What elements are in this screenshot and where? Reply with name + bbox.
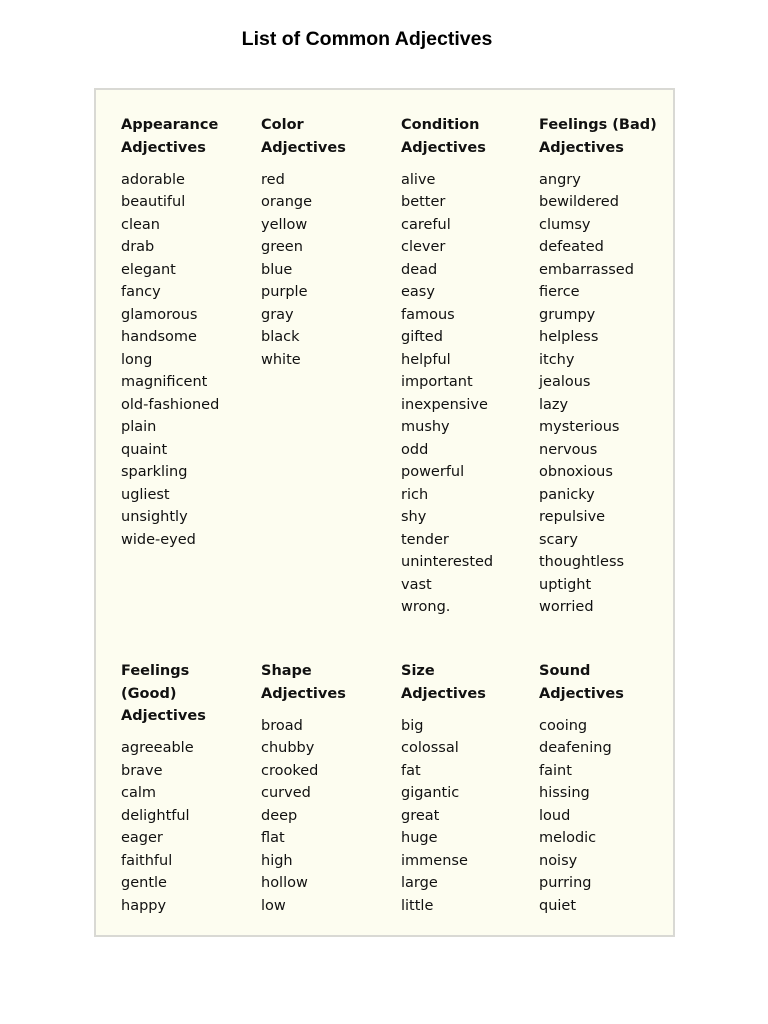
adjective-item: clean [121,216,160,233]
adjective-item: beautiful [121,194,186,210]
adjective-item: eager [121,830,163,846]
adjective-item: orange [261,194,313,210]
adjective-item: lazy [539,396,569,413]
adjective-item: melodic [539,830,597,846]
appearance-column [121,114,219,551]
adjective-item: black [261,329,300,345]
adjective-item: happy [121,897,167,914]
color-column [261,114,346,371]
adjective-item: big [401,717,424,734]
adjective-item: nervous [539,441,598,458]
adjective-item: little [401,897,434,914]
adjective-item: important [401,374,473,390]
adjective-item: red [261,171,285,188]
word-list [121,169,219,552]
adjective-item: mysterious [539,419,620,435]
adjective-item: plain [121,419,157,435]
adjective-item: purple [261,284,308,300]
adjective-item: calm [121,785,157,801]
word-list [401,169,493,619]
word-list [121,737,206,917]
adjective-item: high [261,852,293,869]
adjective-item: huge [401,830,438,846]
adjective-item: uninterested [401,554,494,570]
adjective-item: blue [261,261,293,278]
adjective-item: worried [539,599,594,615]
adjective-item: quiet [539,897,577,914]
adjective-item: easy [401,284,435,300]
word-list [261,169,346,372]
page-title: List of Common Adjectives [241,28,493,50]
adjective-item: ugliest [121,486,170,503]
adjective-item: delightful [121,807,190,824]
adjective-item: yellow [261,216,308,233]
adjective-item: angry [539,171,581,188]
adjective-item: flat [261,830,285,846]
adjective-item: jealous [539,374,591,390]
adjectives-box [94,88,675,937]
column-heading: Size Adjectives [401,663,486,702]
adjective-item: loud [539,807,571,824]
adjective-item: shy [401,509,427,525]
adjective-item: gray [261,306,294,323]
adjective-item: embarrassed [539,261,634,278]
adjective-item: broad [261,717,303,734]
adjective-item: long [121,351,153,368]
adjective-item: deafening [539,740,612,756]
adjective-item: glamorous [121,306,198,323]
column-heading: Sound Adjectives [539,663,624,702]
feelings-bad-column [539,114,657,619]
adjective-item: vast [401,576,432,593]
adjective-item: brave [121,762,163,779]
adjective-item: gentle [121,875,167,891]
adjective-item: fat [401,762,421,779]
column-heading: Feelings (Bad) Adjectives [539,117,657,156]
adjective-item: odd [401,441,429,458]
adjective-item: careful [401,216,451,233]
adjective-item: wide-eyed [121,531,196,548]
adjective-item: thoughtless [539,554,625,570]
adjective-item: handsome [121,329,197,345]
adjective-item: green [261,239,303,255]
adjective-item: cooing [539,717,588,734]
adjective-item: uptight [539,576,592,593]
adjective-item: hissing [539,785,590,801]
adjective-item: large [401,875,438,891]
adjective-item: immense [401,852,468,869]
adjective-item: old-fashioned [121,396,220,413]
adjective-item: grumpy [539,306,596,323]
adjective-item: agreeable [121,740,194,756]
adjective-item: gifted [401,329,443,345]
adjective-item: faithful [121,852,173,869]
adjective-item: repulsive [539,509,606,525]
adjective-item: clumsy [539,216,591,233]
column-heading: Feelings (Good) Adjectives [121,663,206,724]
adjective-item: hollow [261,875,308,891]
condition-column [401,114,493,619]
adjective-item: clever [401,239,446,255]
adjective-item: curved [261,785,311,801]
adjective-item: obnoxious [539,464,613,480]
adjective-item: rich [401,486,429,503]
feelings-good-column [121,660,206,917]
adjective-item: crooked [261,762,319,779]
adjective-item: wrong. [401,599,451,615]
column-heading: Appearance Adjectives [121,117,219,156]
adjective-item: white [261,351,301,368]
column-heading: Condition Adjectives [401,117,486,156]
adjective-item: low [261,897,286,914]
adjective-item: panicky [539,486,595,503]
column-heading: Color Adjectives [261,117,346,156]
adjective-item: better [401,194,446,210]
column-heading: Shape Adjectives [261,663,346,702]
adjective-item: drab [121,239,155,255]
adjective-item: chubby [261,740,315,756]
word-list [401,715,486,918]
sound-column [539,660,624,917]
adjective-item: defeated [539,239,604,255]
adjective-item: gigantic [401,785,460,801]
adjective-item: noisy [539,852,578,869]
adjective-item: inexpensive [401,396,488,413]
adjective-item: tender [401,531,449,548]
adjective-item: sparkling [121,464,188,480]
adjective-item: purring [539,875,592,891]
adjective-item: helpless [539,329,599,345]
word-list [539,715,624,918]
adjective-item: elegant [121,261,176,278]
adjective-item: deep [261,807,298,824]
adjective-item: mushy [401,419,450,435]
adjective-item: itchy [539,351,575,368]
adjective-item: fierce [539,284,580,300]
size-column [401,660,486,917]
adjective-item: famous [401,306,455,323]
adjective-item: fancy [121,284,161,300]
adjective-item: colossal [401,740,459,756]
adjective-item: bewildered [539,194,619,210]
adjective-item: helpful [401,351,451,368]
adjective-item: alive [401,171,436,188]
adjective-item: unsightly [121,509,188,525]
adjective-item: great [401,807,440,824]
word-list [261,715,346,918]
adjective-item: quaint [121,441,168,458]
adjective-item: faint [539,762,572,779]
adjective-item: dead [401,261,438,278]
shape-column [261,660,346,917]
word-list [539,169,657,619]
adjective-item: scary [539,531,578,548]
adjective-item: magnificent [121,374,208,390]
adjective-item: powerful [401,464,465,480]
adjective-item: adorable [121,171,185,188]
